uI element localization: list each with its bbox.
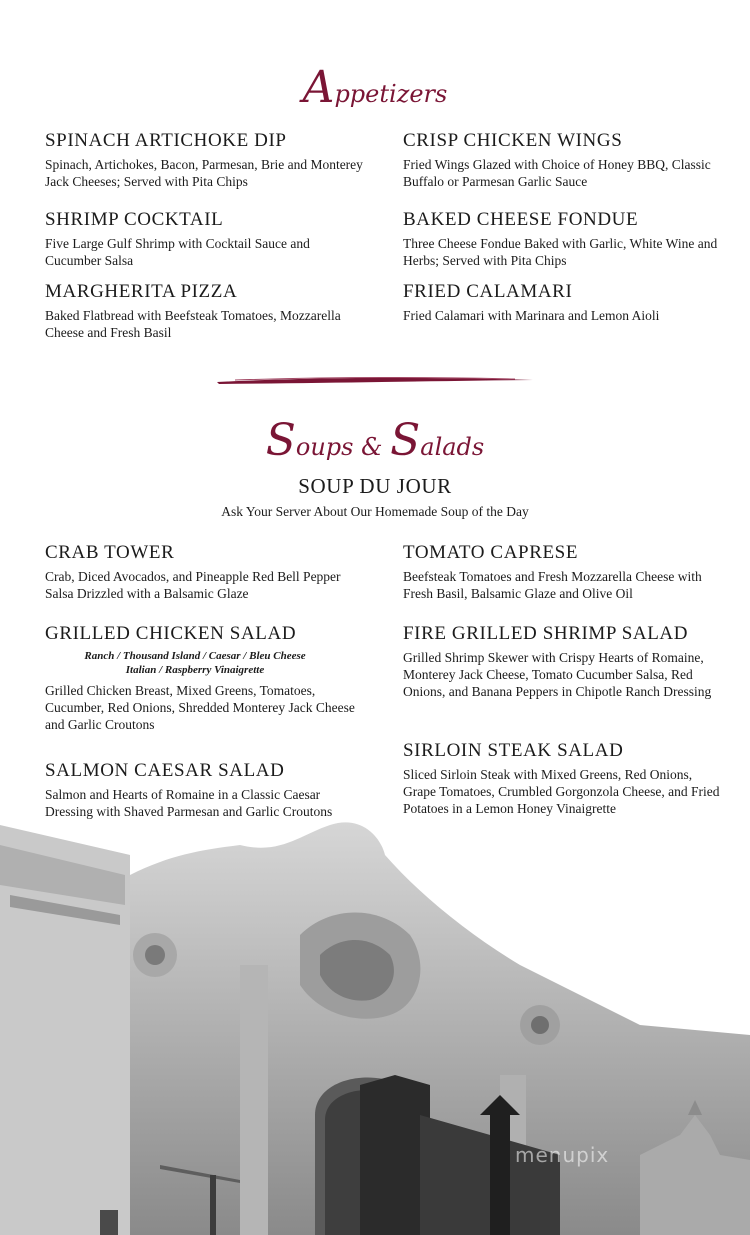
item-name: TOMATO CAPRESE (403, 542, 579, 563)
menu-item (403, 281, 723, 324)
item-name: SIRLOIN STEAK SALAD (403, 740, 624, 761)
menu-item (45, 209, 365, 269)
building-facade-image (0, 815, 750, 1235)
menu-item (403, 740, 723, 817)
item-description: Grilled Chicken Breast, Mixed Greens, Tomatoes, Cucumber, Red Onions, Shredded Monterey Jack Cheese and Garlic Croutons (45, 683, 355, 732)
item-description: Spinach, Artichokes, Bacon, Parmesan, Brie and Monterey Jack Cheeses; Served with Pita Chips (45, 157, 363, 189)
item-name: SOUP DU JOUR (298, 474, 452, 498)
item-description: Ask Your Server About Our Homemade Soup of the Day (221, 504, 529, 519)
item-description: Beefsteak Tomatoes and Fresh Mozzarella Cheese with Fresh Basil, Balsamic Glaze and Olive Oil (403, 569, 702, 601)
item-description: Fried Calamari with Marinara and Lemon Aioli (403, 308, 660, 323)
item-description: Salmon and Hearts of Romaine in a Classic Caesar Dressing with Shaved Parmesan and Garlic Croutons (45, 787, 333, 819)
menu-item (45, 542, 365, 602)
watermark: menupix (515, 1143, 610, 1167)
item-name: CRISP CHICKEN WINGS (403, 130, 623, 151)
menu-item (45, 623, 365, 733)
item-name: BAKED CHEESE FONDUE (403, 209, 639, 230)
item-name: SALMON CAESAR SALAD (45, 760, 285, 781)
dressing-options: Ranch / Thousand Island / Caesar / Bleu Cheese Italian / Raspberry Vinaigrette (84, 650, 306, 676)
menu-item (403, 130, 723, 190)
menu-item (403, 623, 723, 700)
section-divider (215, 372, 535, 388)
item-name: FIRE GRILLED SHRIMP SALAD (403, 623, 689, 644)
menu-item (45, 760, 365, 820)
item-description: Three Cheese Fondue Baked with Garlic, White Wine and Herbs; Served with Pita Chips (403, 236, 718, 268)
item-name: CRAB TOWER (45, 542, 175, 563)
item-name: MARGHERITA PIZZA (45, 281, 238, 302)
menu-item (45, 130, 365, 190)
item-description: Sliced Sirloin Steak with Mixed Greens, Red Onions, Grape Tomatoes, Crumbled Gorgonzola Cheese, and Fried Potatoes in a Lemon Honey Vinaigrette (403, 767, 720, 816)
soups-salads-heading: Soups & Salads (265, 415, 485, 466)
item-name: SHRIMP COCKTAIL (45, 209, 224, 230)
item-name: SPINACH ARTICHOKE DIP (45, 130, 287, 151)
menu-item (403, 542, 723, 602)
menu-item (45, 281, 365, 341)
soup-du-jour (0, 474, 750, 520)
item-description: Fried Wings Glazed with Choice of Honey BBQ, Classic Buffalo or Parmesan Garlic Sauce (403, 157, 711, 189)
item-description: Grilled Shrimp Skewer with Crispy Hearts of Romaine, Monterey Jack Cheese, Tomato Cucumber Salsa, Red Onions, and Banana Peppers in Chipotle Ranch Dressing (403, 650, 712, 699)
menu-item (403, 209, 723, 269)
item-name: GRILLED CHICKEN SALAD (45, 623, 297, 644)
appetizers-heading: Appetizers (302, 62, 448, 113)
item-description: Five Large Gulf Shrimp with Cocktail Sauce and Cucumber Salsa (45, 236, 310, 268)
item-description: Baked Flatbread with Beefsteak Tomatoes, Mozzarella Cheese and Fresh Basil (45, 308, 341, 340)
item-name: FRIED CALAMARI (403, 281, 573, 302)
item-description: Crab, Diced Avocados, and Pineapple Red Bell Pepper Salsa Drizzled with a Balsamic Glaze (45, 569, 341, 601)
